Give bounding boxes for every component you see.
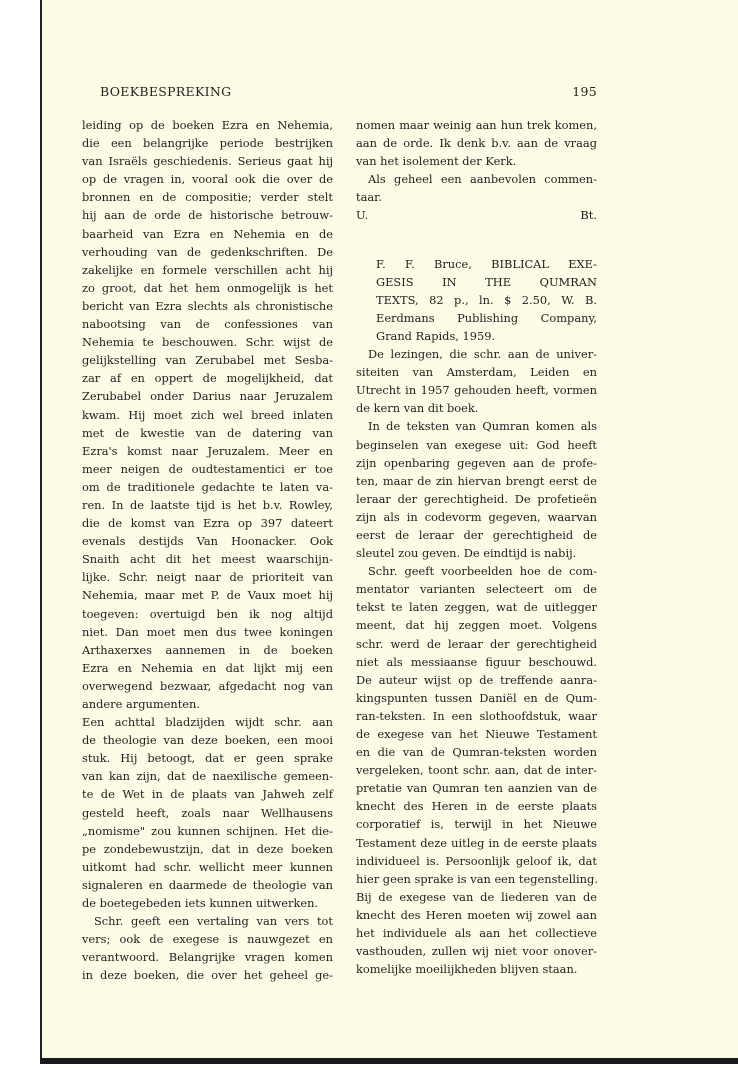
- text-line: tekst te laten zeggen, wat de uitlegger: [356, 600, 597, 615]
- text-line: Eerdmans Publishing Company,: [376, 310, 597, 325]
- text-line: hij aan de orde de historische betrouw-: [82, 208, 333, 223]
- text-line: de exegese van het Nieuwe Testament: [356, 727, 597, 741]
- text-line: nabootsing van de confessiones van: [82, 317, 333, 332]
- text-line: Testament deze uitleg in de eerste plaats: [356, 835, 597, 850]
- text-line: ran-teksten. In een slothoofdstuk, waar: [356, 708, 597, 723]
- text-line: Zerubabel onder Darius naar Jeruzalem: [82, 389, 333, 404]
- page-bottom-edge: [40, 1058, 738, 1064]
- text-line: schr. werd de leraar der gerechtigheid: [356, 636, 597, 651]
- text-line: gesteld heeft, zoals naar Wellhausens: [82, 805, 333, 820]
- text-line: Schr. geeft voorbeelden hoe de com-: [368, 564, 597, 579]
- text-line: evenals destijds Van Hoonacker. Ook: [82, 534, 333, 549]
- text-line: vergeleken, toont schr. aan, dat de inter-: [356, 763, 597, 778]
- reviewer-signature: [356, 206, 597, 224]
- text-line: leiding op de boeken Ezra en Nehemia,: [82, 118, 333, 132]
- text-line: zar af en oppert de mogelijkheid, dat: [82, 371, 333, 386]
- text-line: vasthouden, zullen wij niet voor onover-: [356, 944, 597, 959]
- text-line: zo groot, dat het hem onmogelijk is het: [82, 280, 333, 295]
- signature-name: Bt.: [580, 208, 597, 223]
- text-line: kingspunten tussen Daniël en de Qum-: [356, 690, 597, 705]
- text-line: bronnen en de compositie; verder stelt: [82, 190, 333, 205]
- paragraph: [82, 912, 333, 984]
- running-header: [100, 84, 597, 104]
- text-line: De auteur wijst op de treffende aanra-: [356, 672, 597, 687]
- text-line: sleutel zou geven. De eindtijd is nabij.: [356, 546, 577, 561]
- paragraph: [356, 417, 597, 562]
- text-line: aan de orde. Ik denk b.v. aan de vraag: [356, 136, 597, 151]
- text-line: verhouding van de gedenkschriften. De: [82, 244, 333, 259]
- text-line: bericht van Ezra slechts als chronistische: [82, 298, 333, 313]
- text-line: vers; ook de exegese is nauwgezet en: [82, 932, 333, 947]
- text-line: knecht des Heren moeten wij zowel aan: [356, 907, 597, 922]
- text-line: met de kwestie van de datering van: [82, 425, 333, 440]
- text-line: eerst de leraar der gerechtigheid de: [356, 527, 597, 542]
- bibliographic-entry: [356, 255, 597, 345]
- text-line: taar.: [356, 190, 382, 205]
- text-line: In de teksten van Qumran komen als: [368, 419, 597, 434]
- text-line: verantwoord. Belangrijke vragen komen: [82, 950, 333, 965]
- text-line: andere argumenten.: [82, 697, 200, 711]
- text-line: uitkomt had schr. wellicht meer kunnen: [82, 859, 333, 874]
- text-line: baarheid van Ezra en Nehemia en de: [82, 226, 333, 241]
- text-line: kwam. Hij moet zich wel breed inlaten: [82, 407, 333, 422]
- text-line: hier geen sprake is van een tegenstelling.: [356, 871, 598, 886]
- text-line: niet als messiaanse figuur beschouwd.: [356, 654, 597, 669]
- text-line: meent, dat hij zeggen moet. Volgens: [356, 618, 597, 633]
- text-line: De lezingen, die schr. aan de univer-: [368, 347, 597, 362]
- text-line: van Israëls geschiedenis. Serieus gaat hij: [82, 154, 333, 169]
- text-line: siteiten van Amsterdam, Leiden en: [356, 365, 597, 380]
- text-line: Als geheel een aanbevolen commen-: [368, 172, 597, 187]
- text-line: knecht des Heren in de eerste plaats: [356, 799, 597, 814]
- left-column: [82, 116, 333, 985]
- text-line: zijn als in codevorm gegeven, waarvan: [356, 509, 597, 524]
- paragraph: [82, 713, 333, 912]
- text-line: toegeven: overtuigd ben ik nog altijd: [82, 606, 333, 621]
- text-line: TEXTS, 82 p., ln. $ 2.50, W. B.: [376, 292, 597, 307]
- text-line: lijke. Schr. neigt naar de prioriteit van: [82, 570, 333, 585]
- text-line: pretatie van Qumran ten aanzien van de: [356, 781, 597, 796]
- text-line: Snaith acht dit het meest waarschijn-: [82, 552, 333, 567]
- text-line: het individuele als aan het collectieve: [356, 926, 597, 941]
- text-line: leraar der gerechtigheid. De profetieën: [356, 491, 597, 506]
- text-line: te de Wet in de plaats van Jahweh zelf: [82, 787, 333, 802]
- text-line: om de traditionele gedachte te laten va-: [82, 479, 333, 494]
- text-line: Arthaxerxes aannemen in de boeken: [82, 642, 333, 657]
- paragraph: [356, 170, 597, 206]
- text-line: die een belangrijke periode bestrijken: [82, 136, 333, 151]
- signature-initial: U.: [356, 208, 369, 223]
- text-line: Utrecht in 1957 gehouden heeft, vormen: [356, 383, 597, 398]
- text-line: „nomisme" zou kunnen schijnen. Het die-: [82, 823, 333, 838]
- text-line: corporatief is, terwijl in het Nieuwe: [356, 817, 597, 832]
- text-line: die de komst van Ezra op 397 dateert: [82, 516, 333, 531]
- text-line: op de vragen in, vooral ook die over de: [82, 172, 333, 187]
- paragraph: [82, 116, 333, 713]
- text-line: Ezra en Nehemia en dat lijkt mij een: [82, 660, 333, 675]
- text-line: stuk. Hij betoogt, dat er geen sprake: [82, 751, 333, 766]
- text-line: Grand Rapids, 1959.: [376, 328, 496, 343]
- text-line: en die van de Qumran-teksten worden: [356, 745, 597, 760]
- text-line: Nehemia, maar met P. de Vaux moet hij: [82, 588, 333, 603]
- text-line: in deze boeken, die over het geheel ge-: [82, 968, 333, 983]
- page-number: 195: [572, 84, 597, 99]
- text-line: de kern van dit boek.: [356, 401, 479, 416]
- text-line: niet. Dan moet men dus twee koningen: [82, 624, 333, 639]
- text-line: zakelijke en formele verschillen acht hij: [82, 262, 333, 277]
- right-column: [356, 116, 597, 978]
- text-line: mentator varianten selecteert om de: [356, 582, 597, 597]
- text-line: meer neigen de oudtestamentici er toe: [82, 461, 333, 476]
- text-line: de theologie van deze boeken, een mooi: [82, 733, 333, 748]
- text-line: de boetegebeden iets kunnen uitwerken.: [82, 896, 319, 911]
- text-line: beginselen van exegese uit: God heeft: [356, 437, 597, 452]
- text-line: GESIS IN THE QUMRAN: [376, 274, 597, 289]
- text-line: van het isolement der Kerk.: [356, 154, 517, 169]
- text-line: Schr. geeft een vertaling van vers tot: [94, 914, 333, 929]
- text-line: gelijkstelling van Zerubabel met Sesba-: [82, 353, 333, 368]
- text-line: Een achttal bladzijden wijdt schr. aan: [82, 715, 333, 730]
- text-line: ten, maar de zin hiervan brengt eerst de: [356, 473, 597, 488]
- text-line: ren. In de laatste tijd is het b.v. Rowley,: [82, 497, 333, 512]
- section-title: BOEKBESPREKING: [100, 84, 232, 99]
- text-line: Ezra's komst naar Jeruzalem. Meer en: [82, 443, 333, 458]
- paragraph: [356, 345, 597, 417]
- text-line: komelijke moeilijkheden blijven staan.: [356, 962, 578, 977]
- text-line: zijn openbaring gegeven aan de profe-: [356, 455, 597, 470]
- text-line: Bij de exegese van de liederen van de: [356, 889, 597, 904]
- paragraph: [356, 116, 597, 170]
- text-line: F. F. Bruce, BIBLICAL EXE-: [376, 256, 597, 271]
- text-line: nomen maar weinig aan hun trek komen,: [356, 118, 597, 132]
- text-line: Nehemia te beschouwen. Schr. wijst de: [82, 335, 333, 350]
- text-line: overwegend bezwaar, afgedacht nog van: [82, 678, 333, 693]
- text-line: individueel is. Persoonlijk geloof ik, dat: [356, 853, 597, 868]
- paragraph: [356, 562, 597, 978]
- text-line: pe zondebewustzijn, dat in deze boeken: [82, 841, 333, 856]
- text-line: signaleren en daarmede de theologie van: [82, 877, 333, 892]
- text-line: van kan zijn, dat de naexilische gemeen-: [82, 769, 333, 784]
